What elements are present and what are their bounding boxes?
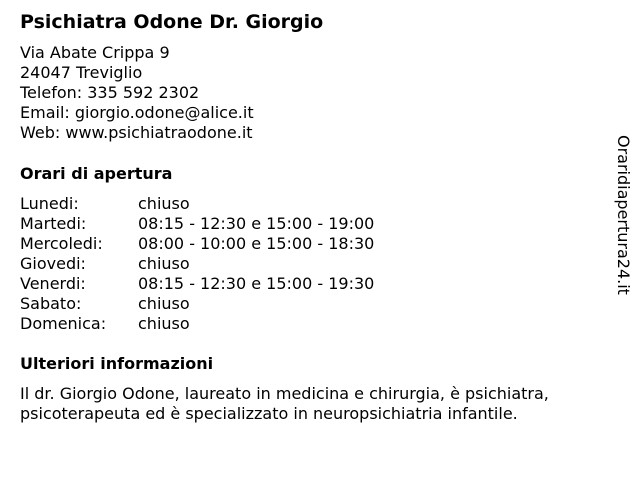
web-text: Web: www.psichiatraodone.it bbox=[20, 123, 253, 142]
phone-text: Telefon: 335 592 2302 bbox=[20, 83, 200, 102]
day-label: Venerdi: bbox=[20, 274, 86, 293]
hours-row-martedi bbox=[20, 214, 374, 234]
site-brand-vertical: Oraridiapertura24.it bbox=[614, 135, 633, 295]
day-label: Mercoledi: bbox=[20, 234, 103, 253]
day-label: Martedi: bbox=[20, 214, 87, 233]
day-label: Sabato: bbox=[20, 294, 82, 313]
day-time: 08:15 - 12:30 e 15:00 - 19:30 bbox=[138, 274, 375, 293]
email-text: Email: giorgio.odone@alice.it bbox=[20, 103, 254, 122]
hours-row-giovedi bbox=[20, 254, 374, 274]
address-street: Via Abate Crippa 9 bbox=[20, 43, 170, 62]
hours-row-lunedi bbox=[20, 194, 374, 214]
more-info-heading: Ulteriori informazioni bbox=[20, 354, 214, 373]
day-time: chiuso bbox=[138, 254, 190, 273]
day-time: chiuso bbox=[138, 294, 190, 313]
hours-row-venerdi bbox=[20, 274, 374, 294]
more-info-line-1: Il dr. Giorgio Odone, laureato in medicina e chirurgia, è psichiatra, bbox=[20, 384, 549, 403]
contact-block bbox=[20, 43, 254, 143]
hours-row-domenica bbox=[20, 314, 374, 334]
opening-hours-table bbox=[20, 194, 374, 334]
day-time: chiuso bbox=[138, 314, 190, 333]
day-label: Lunedi: bbox=[20, 194, 79, 213]
day-time: 08:00 - 10:00 e 15:00 - 18:30 bbox=[138, 234, 375, 253]
more-info-line-2: psicoterapeuta ed è specializzato in neuropsichiatria infantile. bbox=[20, 404, 518, 423]
address-city: 24047 Treviglio bbox=[20, 63, 143, 82]
day-label: Domenica: bbox=[20, 314, 107, 333]
hours-row-mercoledi bbox=[20, 234, 374, 254]
more-info-text bbox=[20, 384, 620, 424]
opening-hours-heading: Orari di apertura bbox=[20, 164, 173, 183]
business-name: Psichiatra Odone Dr. Giorgio bbox=[20, 11, 324, 33]
day-time: chiuso bbox=[138, 194, 190, 213]
hours-row-sabato bbox=[20, 294, 374, 314]
day-time: 08:15 - 12:30 e 15:00 - 19:00 bbox=[138, 214, 375, 233]
day-label: Giovedi: bbox=[20, 254, 86, 273]
